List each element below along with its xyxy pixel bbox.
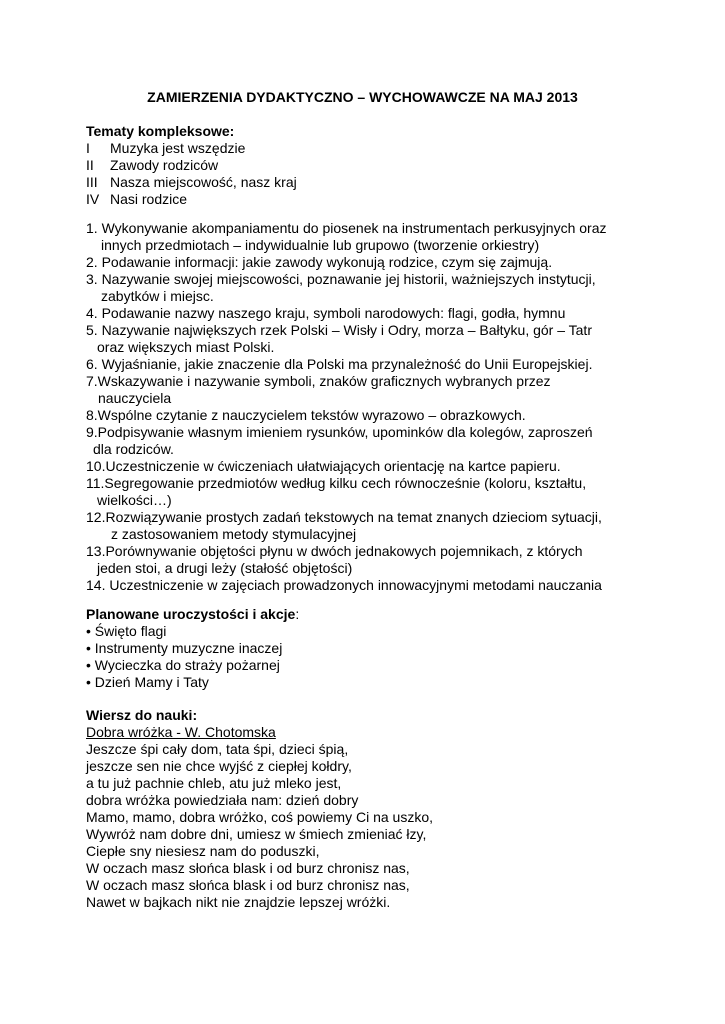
goal-line: 4. Podawanie nazwy naszego kraju, symboli narodowych: flagi, godła, hymnu [86, 305, 566, 321]
poem-line: Mamo, mamo, dobra wróżko, coś powiemy Ci na uszko, [86, 809, 434, 825]
topic-item: III Nasza miejscowość, nasz kraj [86, 174, 297, 190]
events-heading-line: Planowane uroczystości i akcje: [86, 606, 300, 622]
goals-list [86, 220, 646, 594]
event-item: • Instrumenty muzyczne inaczej [86, 640, 283, 656]
events-section [86, 606, 646, 691]
goal-line: innych przedmiotach – indywidualnie lub grupowo (tworzenie orkiestry) [101, 237, 540, 253]
goal-line: 2. Podawanie informacji: jakie zawody wykonują rodzice, czym się zajmują. [86, 254, 553, 270]
poem-line: W oczach masz słońca blask i od burz chronisz nas, [86, 860, 410, 876]
goal-line: 10.Uczestniczenie w ćwiczeniach ułatwiających orientację na kartce papieru. [86, 458, 561, 474]
goal-line: 12.Rozwiązywanie prostych zadań tekstowych na temat znanych dzieciom sytuacji, [86, 509, 602, 525]
event-item: • Święto flagi [86, 623, 167, 639]
poem-section [86, 707, 646, 911]
poem-line: W oczach masz słońca blask i od burz chronisz nas, [86, 877, 410, 893]
goal-line: 9.Podpisywanie własnym imieniem rysunków, upominków dla kolegów, zaproszeń [86, 424, 593, 440]
events-heading: Planowane uroczystości i akcje [86, 606, 296, 622]
poem-title: Dobra wróżka - W. Chotomska [86, 724, 276, 740]
topics-heading: Tematy kompleksowe: [86, 123, 235, 139]
goal-line: jeden stoi, a drugi leży (stałość objętości) [97, 560, 353, 576]
event-item: • Wycieczka do straży pożarnej [86, 657, 280, 673]
topics-section [86, 123, 646, 208]
poem-heading: Wiersz do nauki: [86, 707, 198, 723]
goal-line: 8.Wspólne czytanie z nauczycielem tekstów wyrazowo – obrazkowych. [86, 407, 526, 423]
goal-line: 7.Wskazywanie i nazywanie symboli, znaków graficznych wybranych przez [86, 373, 551, 389]
topic-item: II Zawody rodziców [86, 157, 219, 173]
goal-line: dla rodziców. [93, 441, 174, 457]
poem-line: jeszcze sen nie chce wyjść z ciepłej kołdry, [86, 758, 352, 774]
poem-line: dobra wróżka powiedziała nam: dzień dobry [86, 792, 359, 808]
goal-line: oraz większych miast Polski. [97, 339, 275, 355]
poem-line: a tu już pachnie chleb, atu już mleko jest, [86, 775, 342, 791]
document-title: ZAMIERZENIA DYDAKTYCZNO – WYCHOWAWCZE NA MAJ 2013 [147, 89, 578, 105]
event-item: • Dzień Mamy i Taty [86, 674, 209, 690]
poem-line: Wywróż nam dobre dni, umiesz w śmiech zmieniać łzy, [86, 826, 427, 842]
poem-line: Jeszcze śpi cały dom, tata śpi, dzieci śpią, [86, 741, 349, 757]
goal-line: z zastosowaniem metody stymulacyjnej [111, 526, 357, 542]
goal-line: 1. Wykonywanie akompaniamentu do piosenek na instrumentach perkusyjnych oraz [86, 220, 607, 236]
goal-line: 11.Segregowanie przedmiotów według kilku cech równocześnie (koloru, kształtu, [86, 475, 587, 491]
goal-line: 3. Nazywanie swojej miejscowości, poznawanie jej historii, ważniejszych instytucji, [86, 271, 596, 287]
goal-line: zabytków i miejsc. [101, 288, 214, 304]
goal-line: 13.Porównywanie objętości płynu w dwóch jednakowych pojemnikach, z których [86, 543, 583, 559]
goal-line: 5. Nazywanie największych rzek Polski – Wisły i Odry, morza – Bałtyku, gór – Tatr [86, 322, 592, 338]
topic-item: I Muzyka jest wszędzie [86, 140, 246, 156]
goal-line: 14. Uczestniczenie w zajęciach prowadzonych innowacyjnymi metodami nauczania [86, 577, 602, 593]
goal-line: nauczyciela [98, 390, 172, 406]
topic-item: IV Nasi rodzice [86, 191, 188, 207]
poem-line: Nawet w bajkach nikt nie znajdzie lepszej wróżki. [86, 894, 391, 910]
poem-line: Ciepłe sny niesiesz nam do poduszki, [86, 843, 320, 859]
goal-line: 6. Wyjaśnianie, jakie znaczenie dla Polski ma przynależność do Unii Europejskiej. [86, 356, 593, 372]
goal-line: wielkości…) [97, 492, 172, 508]
